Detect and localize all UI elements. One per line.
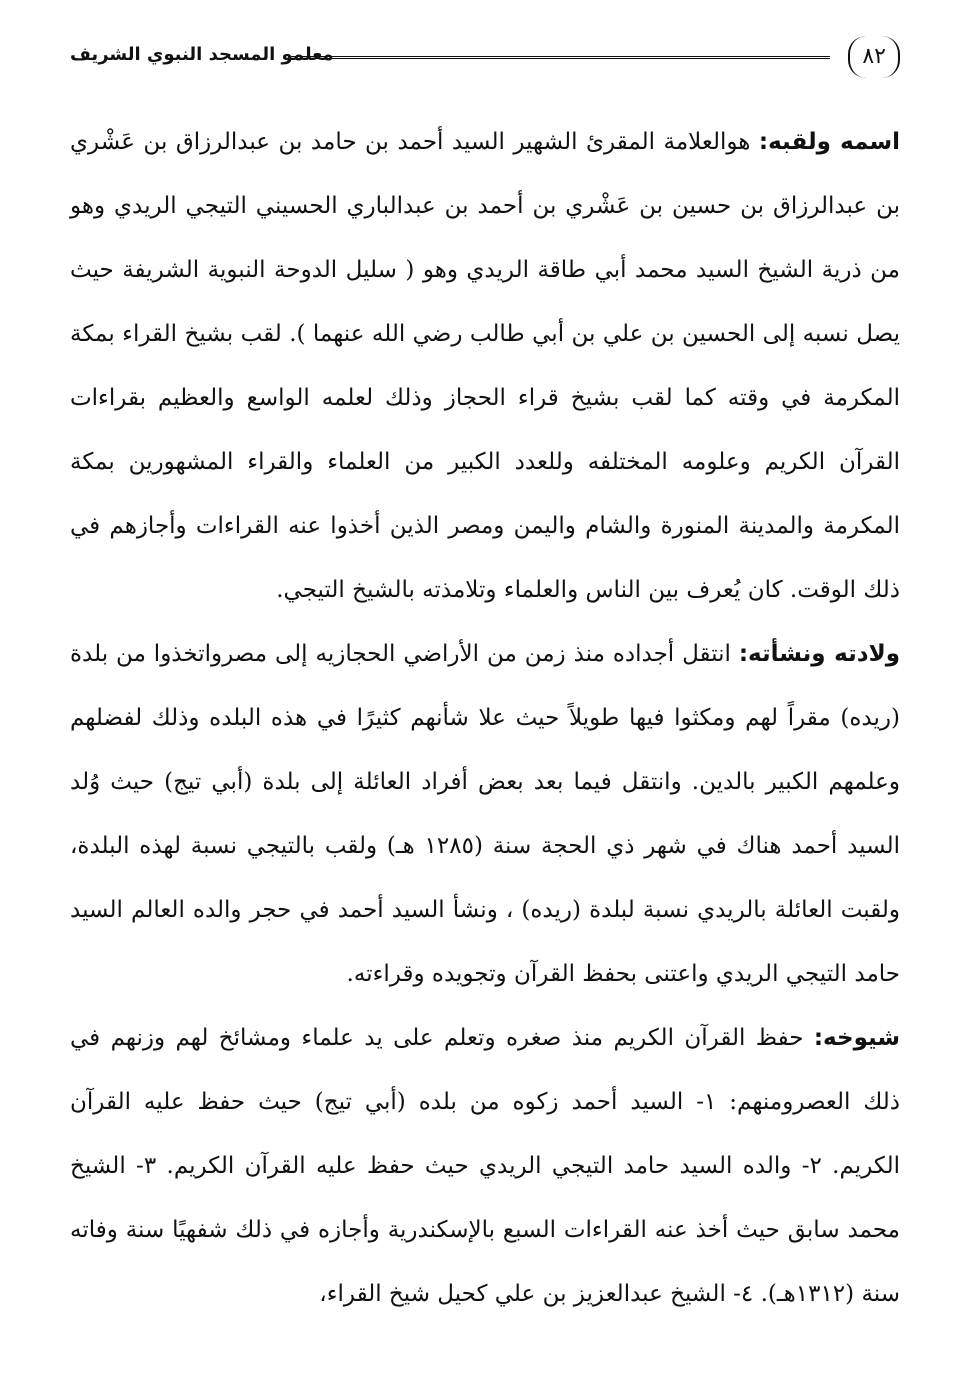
section-label: اسمه ولقبه: xyxy=(758,129,900,155)
section-text: انتقل أجداده منذ زمن من الأراضي الحجازيه إلى مصرواتخذوا من بلدة (ريده) مقراً لهم ومكثوا فيها طويلاً حيث علا شأنهم كثيرًا في هذه البلده وذلك لفضلهم وعلمهم الكبير بالدين. وانتقل فيما بعد بعض أفراد العائلة إلى بلدة (أبي تيج) حيث وُلد السيد أحمد هناك في شهر ذي الحجة سنة (١٢٨٥ هـ) ولقب بالتيجي نسبة لهذه البلدة، ولقبت العائلة بالريدي نسبة لبلدة (ريده) ، ونشأ السيد أحمد في حجر والده العالم السيد حامد التيجي الريدي واعتنى بحفظ القرآن وتجويده وقراءته. xyxy=(70,641,900,987)
header-divider xyxy=(290,56,830,59)
section-text: هوالعلامة المقرئ الشهير السيد أحمد بن حامد بن عبدالرزاق بن عَشْري بن عبدالرزاق بن حسين بن عَشْري بن أحمد بن عبدالباري الحسيني التيجي الريدي وهو من ذرية الشيخ السيد محمد أبي طاقة الريدي وهو ( سليل الدوحة النبوية الشريفة حيث يصل نسبه إلى الحسين بن علي بن أبي طالب رضي الله عنهما ). لقب بشيخ القراء بمكة المكرمة في وقته كما لقب بشيخ قراء الحجاز وذلك لعلمه الواسع والعظيم بقراءات القرآن الكريم وعلومه المختلفه وللعدد الكبير من العلماء والقراء المشهورين بمكة المكرمة والمدينة المنورة والشام واليمن ومصر الذين أخذوا عنه القراءات وأجازهم في ذلك الوقت. كان يُعرف بين الناس والعلماء وتلامذته بالشيخ التيجي. xyxy=(70,129,900,603)
page-header xyxy=(70,30,900,90)
page-number: ٨٢ xyxy=(848,36,900,78)
section-label: ولادته ونشأته: xyxy=(738,641,900,667)
running-title: معلمو المسجد النبوي الشريف xyxy=(70,44,334,65)
section-teachers xyxy=(70,1006,900,1326)
section-label: شيوخه: xyxy=(813,1025,900,1051)
section-text: حفظ القرآن الكريم منذ صغره وتعلم على يد علماء ومشائخ لهم وزنهم في ذلك العصرومنهم: ١- السيد أحمد زكوه من بلده (أبي تيج) حيث حفظ عليه القرآن الكريم. ٢- والده السيد حامد التيجي الريدي حيث حفظ عليه القرآن الكريم. ٣- الشيخ محمد سابق حيث أخذ عنه القراءات السبع بالإسكندرية وأجازه في ذلك شفهيًا سنة وفاته سنة (١٣١٢هـ). ٤- الشيخ عبدالعزيز بن علي كحيل شيخ القراء، xyxy=(70,1025,900,1307)
section-name-and-title xyxy=(70,110,900,622)
page-body xyxy=(70,110,900,1326)
section-birth-and-upbringing xyxy=(70,622,900,1006)
